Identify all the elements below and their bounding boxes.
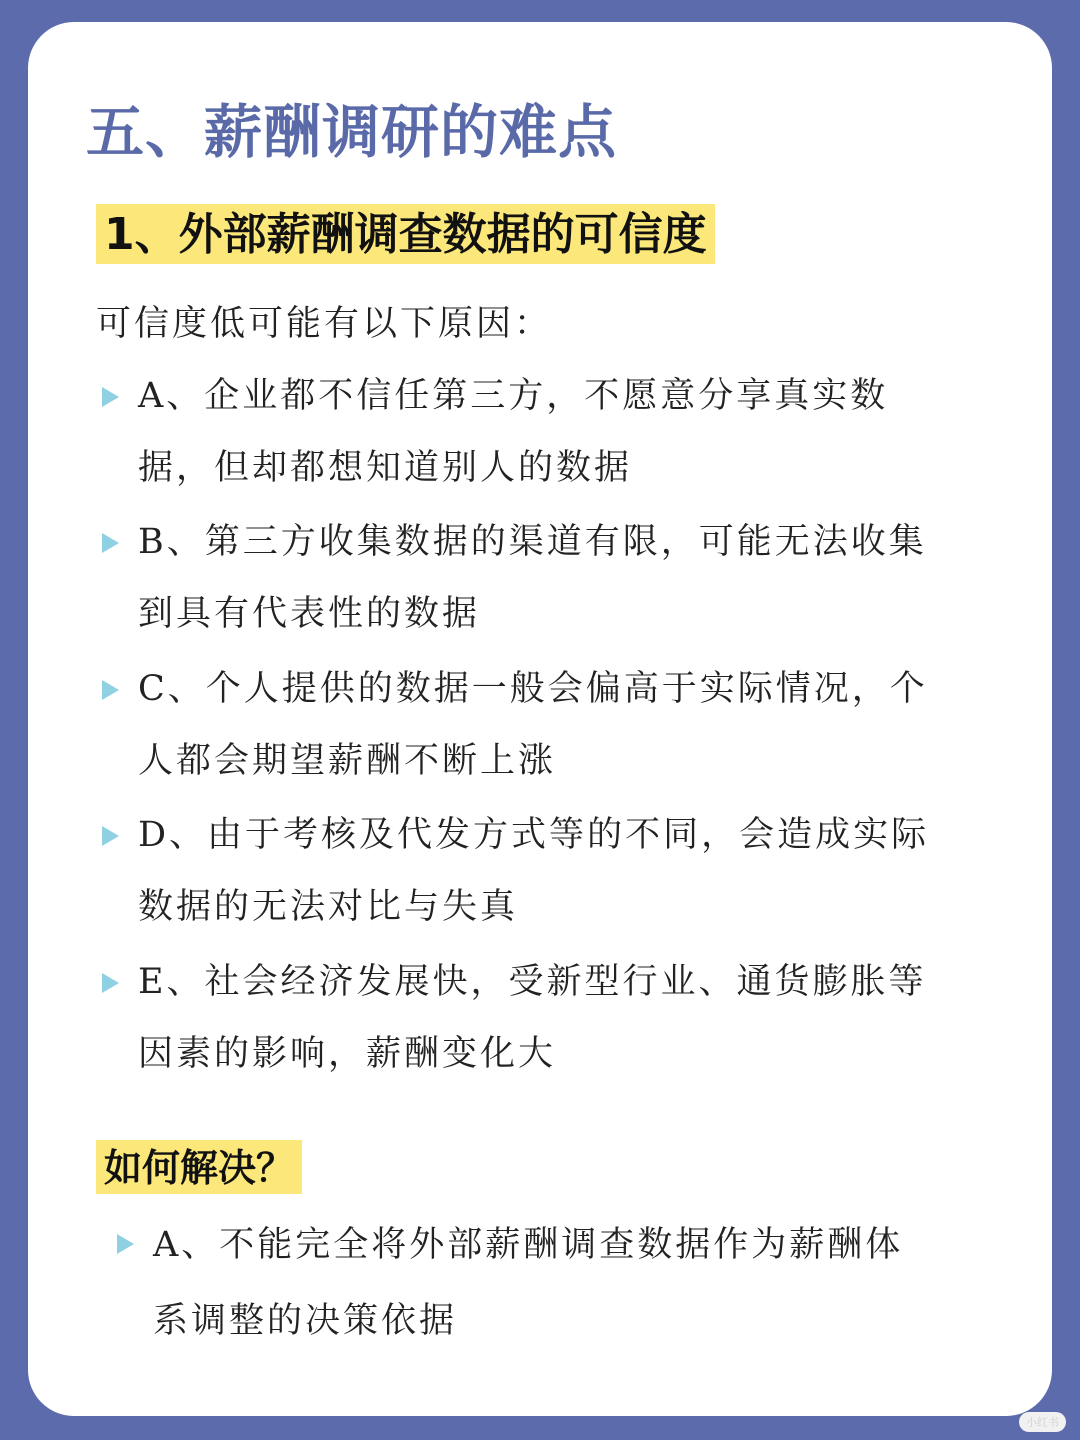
triangle-bullet-icon <box>102 387 119 407</box>
list-item-line: B、第三方收集数据的渠道有限，可能无法收集 <box>138 522 927 562</box>
list-item <box>138 653 928 797</box>
solution-heading: 如何解决？ <box>96 1140 302 1194</box>
section-heading: 1、外部薪酬调查数据的可信度 <box>96 204 715 264</box>
list-item-line: C、个人提供的数据一般会偏高于实际情况，个 <box>138 669 928 709</box>
list-item-line: 据，但却都想知道别人的数据 <box>138 448 633 488</box>
triangle-bullet-icon <box>102 680 119 700</box>
triangle-bullet-icon <box>102 973 119 993</box>
list-item-line: 因素的影响，薪酬变化大 <box>138 1034 557 1074</box>
page-title: 五、薪酬调研的难点 <box>86 98 618 166</box>
list-item <box>138 946 927 1090</box>
list-item <box>138 799 929 943</box>
list-item <box>138 360 888 504</box>
list-item-line: A、企业都不信任第三方，不愿意分享真实数 <box>138 376 889 416</box>
triangle-bullet-icon <box>117 1234 134 1254</box>
list-item-line: 到具有代表性的数据 <box>138 594 481 634</box>
list-item-line: 数据的无法对比与失真 <box>138 887 519 927</box>
triangle-bullet-icon <box>102 533 119 553</box>
solution-item-line: A、不能完全将外部薪酬调查数据作为薪酬体 <box>153 1225 904 1265</box>
list-item <box>138 506 927 650</box>
triangle-bullet-icon <box>102 826 119 846</box>
watermark-badge: 小红书 <box>1019 1412 1066 1432</box>
solution-item <box>153 1207 903 1359</box>
list-item-line: D、由于考核及代发方式等的不同，会造成实际 <box>138 815 930 855</box>
list-item-line: E、社会经济发展快，受新型行业、通货膨胀等 <box>138 962 927 1002</box>
solution-item-line: 系调整的决策依据 <box>153 1301 458 1341</box>
section-intro: 可信度低可能有以下原因： <box>96 304 553 344</box>
list-item-line: 人都会期望薪酬不断上涨 <box>138 741 557 781</box>
